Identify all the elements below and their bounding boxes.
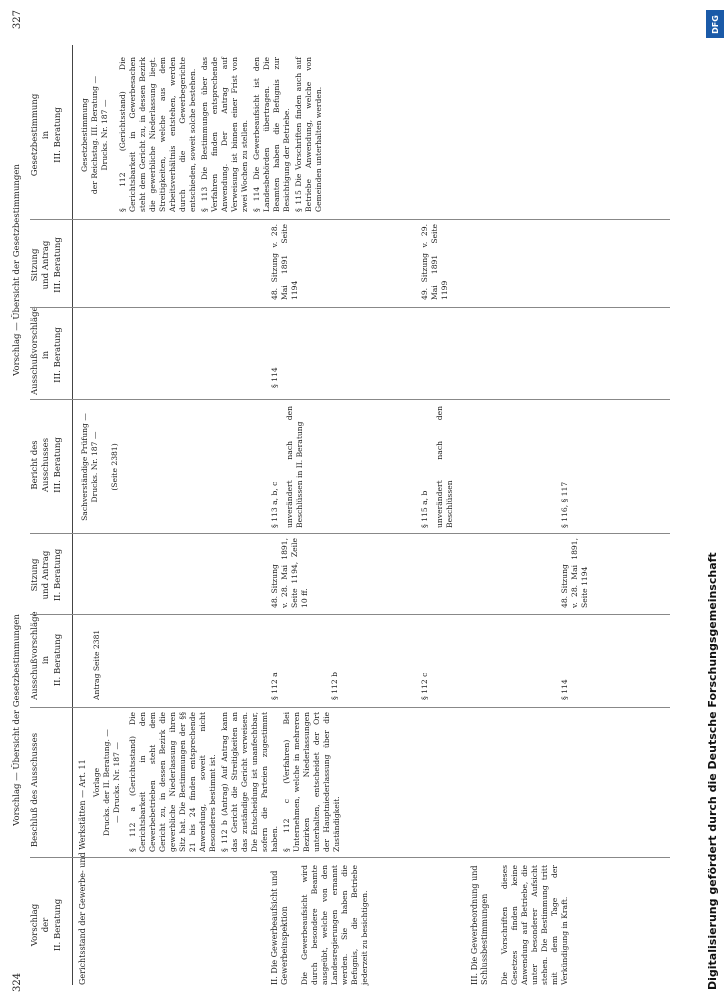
middle-ref-2: (Seite 2381) (110, 443, 119, 491)
section-1-ref-d: § 112 c (420, 672, 429, 700)
middle-ref-8: § 116, § 117 (560, 481, 569, 528)
middle-ref-5: § 114 (270, 367, 279, 388)
right-sitzung-2: 49. Sitzung v. 29. Mai 1891 Seite 1199 (420, 224, 450, 300)
right-column-text: § 112 (Gerichtsstand) Die Gerichtsbarkeit in Gewerbesachen steht dem Gericht zu, in dessen Bezirk die gewerbliche Niederlassung liegt. Streitigkeiten, welche aus dem Arbeitsverhältnis entstehen, werden durch die Gewerbegerichte entschieden, soweit solche bestehen. § 113 Die Bestimmungen über das Verfahren finden entsprechende Anwendung. Der Antrag auf Verweisung ist binnen einer Frist von zwei Wochen zu stellen. § 114 Die Gewerbeaufsicht ist den Landesbehörden übertragen. Die Beamten haben die Befugnis zur Besichtigung der Betriebe. § 115 Die Vorschriften finden auch auf Betriebe Anwendung, welche von Gemeinden unterhalten werden. (118, 57, 324, 212)
column-header-6: Ausschußvorschläge in III. Beratung (30, 306, 63, 395)
middle-ref-6: § 115 a, b (420, 490, 429, 528)
section-3-title: III. Die Gewerbeordnung und Schlussbestimmungen (470, 865, 490, 985)
column-divider (30, 399, 670, 400)
section-3-text: Die Vorschriften dieses Gesetzes finden keine Anwendung auf Betriebe, die unter besonderer Aufsicht stehen. Die Bestimmung tritt mit dem Tage der Verkündigung in Kraft. (500, 865, 570, 985)
section-1-title: Gerichtsstand der Gewerbe- und Werkstätten — Art. 11 (78, 759, 87, 985)
dfg-watermark-strip (703, 0, 725, 1000)
column-header-3: Ausschußvorschläge in II. Beratung (30, 611, 63, 700)
column-header-5: Bericht des Ausschusses III. Beratung (30, 437, 63, 493)
column-header-1: Vorschlag der II. Beratung (30, 898, 63, 952)
column-divider (30, 533, 670, 534)
column-divider (30, 707, 670, 708)
section-1-ref-a: Antrag Seite 2381 (92, 629, 101, 700)
column-header-7: Sitzung und Antrag III. Beratung (30, 237, 63, 293)
running-head-right: Vorschlag — Übersicht der Gesetzbestimmungen (12, 164, 22, 376)
column-divider (30, 857, 670, 858)
column-header-8: Gesetzbestimmung in III. Beratung (30, 93, 63, 177)
section-2-title: II. Die Gewerbeaufsicht und Gewerbeinspektion (270, 870, 290, 985)
column-divider (30, 219, 670, 220)
column-divider (30, 614, 670, 615)
right-column-title: Gesetzbestimmung der Reichstag. III. Beratung — Drucks. Nr. 187 — (80, 75, 110, 195)
middle-ref-1: Sachverständige Prüfung — Drucks. Nr. 187 — (80, 413, 100, 521)
section-2-text: Die Gewerbeaufsicht wird durch besondere Beamte ausgeübt, welche von den Landesregierungen ernannt werden. Sie haben die Befugnis, die Betriebe jederzeit zu besichtigen. (300, 865, 370, 985)
running-head-left: Vorschlag — Übersicht der Gesetzbestimmungen (12, 614, 22, 826)
middle-ref-7: unverändert nach den Beschlüssen (435, 406, 455, 528)
column-header-4: Sitzung und Antrag II. Beratung (30, 548, 63, 602)
middle-ref-3: § 113 a, b, c (270, 481, 279, 528)
section-2-ref: § 114 (560, 679, 569, 700)
section-1-ref-b: § 112 a (270, 672, 279, 700)
header-rule (72, 45, 73, 985)
section-2-sitzung: 48. Sitzung v. 28. Mai 1891, Seite 1194, Zeile 10 ff. (270, 538, 310, 608)
column-header-2: Beschluß des Ausschusses (30, 732, 40, 848)
right-sitzung-1: 48. Sitzung v. 28. Mai 1891 Seite 1194 (270, 224, 300, 300)
section-1-ref-c: § 112 b (330, 672, 339, 700)
column-divider (30, 307, 670, 308)
section-1-text: § 112 a (Gerichtsstand) Die Gerichtsbarkeit in den Gewerbebetrieben steht dem Gericht zu, in dessen Bezirk die gewerbliche Niederlassung ihren Sitz hat. Die Bestimmungen der §§ 21 bis 24 finden entsprechende Anwendung, soweit nicht Besonderes bestimmt ist. § 112 b (Antrag) Auf Antrag kann das Gericht die Streitigkeiten an das zuständige Gericht verweisen. Die Entscheidung ist unanfechtbar, sofern die Parteien zugestimmt haben. § 112 c (Verfahren) Bei Unternehmen, welche in mehreren Bezirken Niederlassungen unterhalten, entscheidet der Ort der Hauptniederlassung über die Zuständigkeit. (128, 712, 342, 852)
dfg-logo: DFG (706, 10, 724, 38)
page-number-left: 324 (12, 972, 23, 992)
dfg-watermark-text: Digitalisierung gefördert durch die Deutsche Forschungsgemeinschaft (706, 552, 719, 990)
page-number-right: 327 (12, 10, 23, 30)
section-3-sitzung: 48. Sitzung v. 28. Mai 1891, Seite 1194 (560, 538, 590, 608)
section-1-refs: Vorlage Drucks. der II. Beratung. — — Drucks. Nr. 187 — (92, 729, 122, 836)
middle-ref-4: unverändert nach den Beschlüssen in II. Beratung (285, 406, 305, 528)
